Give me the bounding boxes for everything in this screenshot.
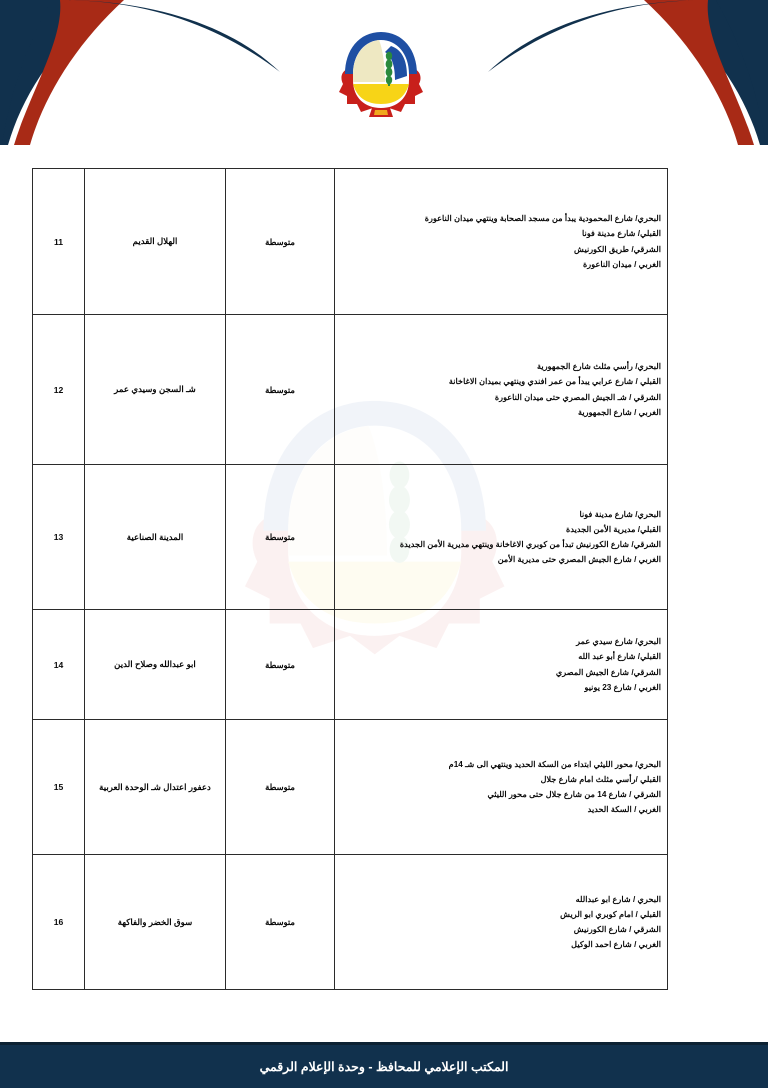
bound-line: الغربي / شارع احمد الوكيل xyxy=(571,940,661,950)
bound-line: الشرقي/ شارع الكورنيش تبدأ من كوبري الاغاخانة وينتهي مديرية الأمن الجديدة xyxy=(399,540,661,549)
row-bounds-cell xyxy=(335,855,668,990)
row-name-cell: ابو عبدالله وصلاح الدين xyxy=(85,610,226,720)
bound-line: الشرقي / شارع الكورنيش xyxy=(573,925,661,934)
bound-line: البحري/ محور الليثي ابتداء من السكة الحديد وينتهي الى شـ 14م xyxy=(448,759,661,769)
zones-table-body xyxy=(33,169,668,990)
bound-line: البحري/ شارع سيدي عمر xyxy=(576,637,661,647)
bound-line: البحري/ شارع المحمودية يبدأ من مسجد الصحابة وينتهي ميدان الناعورة xyxy=(424,214,661,224)
row-level-cell: متوسطة xyxy=(226,315,335,465)
row-number-cell: 15 xyxy=(33,720,85,855)
row-bounds-cell xyxy=(335,720,668,855)
row-number-cell: 12 xyxy=(33,315,85,465)
row-bounds-cell xyxy=(335,169,668,315)
emblem-bowl xyxy=(353,84,409,104)
footer-bar xyxy=(0,1045,768,1088)
bound-line: البحري / شارع ابو عبدالله xyxy=(575,894,661,904)
bound-line: القبلي/ شارع أبو عبد الله xyxy=(578,652,661,662)
row-level-cell: متوسطة xyxy=(226,855,335,990)
bound-line: الشرقي / شارع 14 من شارع جلال حتى محور الليثي xyxy=(487,790,661,799)
row-name-cell: دعفور اعتدال شـ الوحدة العربية xyxy=(85,720,226,855)
row-name-cell: شـ السجن وسيدي عمر xyxy=(85,315,226,465)
bound-line: القبلي/ شارع مدينة فونا xyxy=(582,229,661,239)
table-row xyxy=(33,720,668,855)
table-row xyxy=(33,855,668,990)
bound-line: القبلي/ مديرية الأمن الجديدة xyxy=(566,524,661,534)
table-row xyxy=(33,315,668,465)
bound-line: الغربي / ميدان الناعورة xyxy=(583,259,661,269)
bound-line: الغربي / السكة الحديد xyxy=(587,805,661,815)
bound-line: القبلي / امام كوبري ابو الريش xyxy=(560,909,661,919)
emblem-wheat xyxy=(386,52,393,86)
footer-credit-text: المكتب الإعلامي للمحافظ - وحدة الإعلام الرقمي xyxy=(259,1060,509,1074)
zones-table-container xyxy=(53,168,668,990)
row-level-cell: متوسطة xyxy=(226,720,335,855)
bound-line: القبلي /رأسي مثلث امام شارع جلال xyxy=(540,774,661,784)
bound-line: الغربي / شارع الجمهورية xyxy=(577,407,661,417)
bound-line: الغربي / شارع الجيش المصري حتى مديرية الأمن xyxy=(497,555,661,565)
table-row xyxy=(33,465,668,610)
row-name-cell: المدينة الصناعية xyxy=(85,465,226,610)
bound-line: الغربي / شارع 23 يونيو xyxy=(584,682,661,692)
bound-line: الشرقي/ طريق الكورنيش xyxy=(574,244,661,254)
row-name-cell: الهلال القديم xyxy=(85,169,226,315)
row-number-cell: 14 xyxy=(33,610,85,720)
governorate-emblem-logo xyxy=(329,22,439,122)
table-row xyxy=(33,169,668,315)
row-level-cell: متوسطة xyxy=(226,169,335,315)
row-level-cell: متوسطة xyxy=(226,610,335,720)
row-name-cell: سوق الخضر والفاكهة xyxy=(85,855,226,990)
row-number-cell: 16 xyxy=(33,855,85,990)
row-level-cell: متوسطة xyxy=(226,465,335,610)
zones-table xyxy=(32,168,668,990)
table-row xyxy=(33,610,668,720)
bound-line: البحري/ شارع مدينة فونا xyxy=(579,509,661,519)
row-number-cell: 11 xyxy=(33,169,85,315)
bound-line: القبلي / شارع عرابي يبدأ من عمر افندي وينتهي بميدان الاغاخانة xyxy=(448,377,661,387)
bound-line: البحري/ رأسي مثلث شارع الجمهورية xyxy=(537,362,661,372)
bound-line: الشرقي/ شارع الجيش المصري xyxy=(555,667,661,677)
bound-line: الشرقي / شـ الجيش المصري حتى ميدان الناعورة xyxy=(494,392,661,402)
row-bounds-cell xyxy=(335,465,668,610)
row-bounds-cell xyxy=(335,315,668,465)
row-number-cell: 13 xyxy=(33,465,85,610)
row-bounds-cell xyxy=(335,610,668,720)
